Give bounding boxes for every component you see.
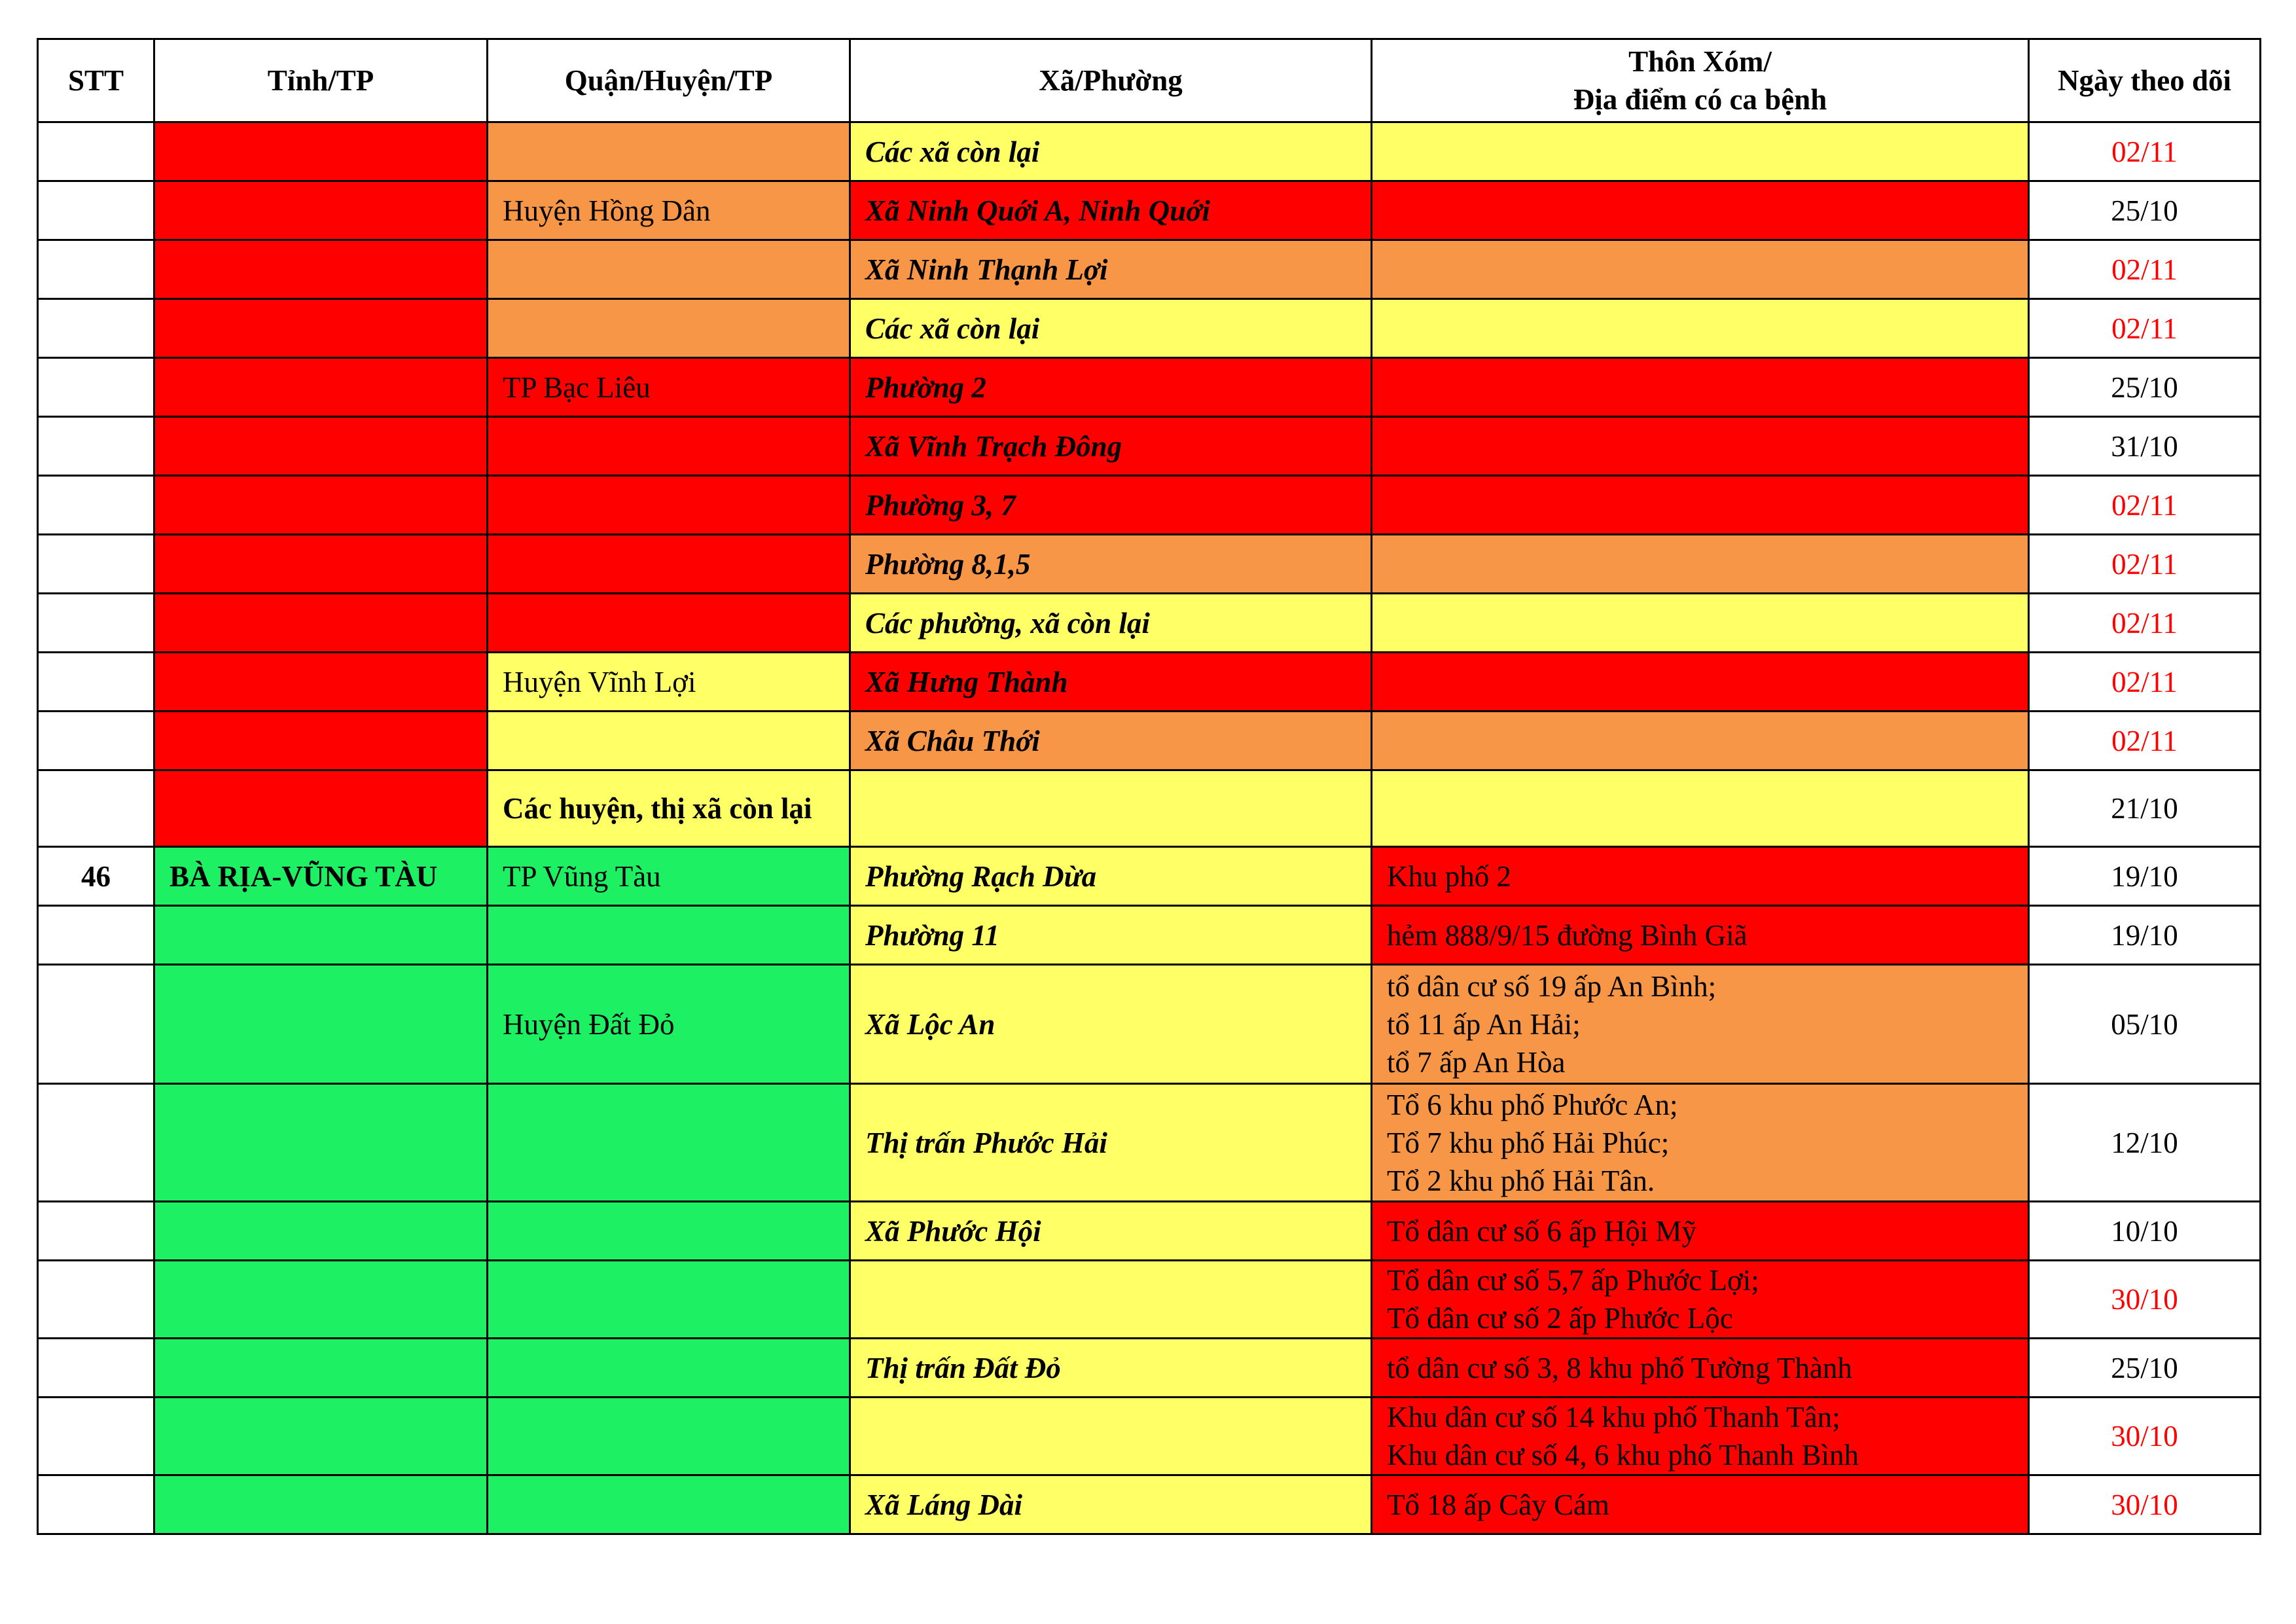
header-tinh: Tỉnh/TP — [154, 39, 488, 122]
header-thon: Thôn Xóm/ Địa điểm có ca bệnh — [1372, 39, 2029, 122]
date-cell: 21/10 — [2029, 770, 2261, 847]
table-row — [38, 1398, 2261, 1475]
location-cell — [1372, 181, 2029, 240]
date-cell: 30/10 — [2029, 1261, 2261, 1339]
stt-cell — [38, 770, 154, 847]
district-cell: Huyện Vĩnh Lợi — [488, 653, 850, 712]
date-cell: 19/10 — [2029, 906, 2261, 965]
stt-cell — [38, 653, 154, 712]
commune-cell: Xã Ninh Quới A, Ninh Quới — [850, 181, 1372, 240]
stt-cell: 46 — [38, 847, 154, 906]
date-cell: 02/11 — [2029, 476, 2261, 535]
district-cell — [488, 1339, 850, 1398]
location-line: tổ dân cư số 19 ấp An Bình; — [1387, 969, 1717, 1003]
province-cell — [154, 594, 488, 653]
district-cell: Huyện Hồng Dân — [488, 181, 850, 240]
location-cell — [1372, 1261, 2029, 1339]
province-cell — [154, 122, 488, 181]
province-cell: BÀ RỊA-VŨNG TÀU — [154, 847, 488, 906]
header-stt: STT — [38, 39, 154, 122]
commune-cell: Thị trấn Phước Hải — [850, 1084, 1372, 1202]
district-cell: TP Vũng Tàu — [488, 847, 850, 906]
table-row — [38, 122, 2261, 181]
date-cell: 25/10 — [2029, 1339, 2261, 1398]
province-cell — [154, 770, 488, 847]
location-line: Khu phố 2 — [1387, 859, 1511, 893]
table-row — [38, 965, 2261, 1084]
district-cell — [488, 712, 850, 770]
location-line: Khu dân cư số 14 khu phố Thanh Tân; — [1387, 1401, 1840, 1434]
location-cell — [1372, 1398, 2029, 1475]
table-row — [38, 770, 2261, 847]
location-line: hẻm 888/9/15 đường Bình Giã — [1387, 918, 1748, 952]
province-cell — [154, 299, 488, 358]
district-cell — [488, 1084, 850, 1202]
province-cell — [154, 1339, 488, 1398]
location-cell — [1372, 240, 2029, 299]
stt-cell — [38, 1261, 154, 1339]
stt-cell — [38, 1202, 154, 1261]
location-cell — [1372, 299, 2029, 358]
date-cell: 02/11 — [2029, 122, 2261, 181]
stt-cell — [38, 358, 154, 417]
table-row — [38, 535, 2261, 594]
stt-cell — [38, 122, 154, 181]
date-cell: 02/11 — [2029, 653, 2261, 712]
header-date: Ngày theo dõi — [2029, 39, 2261, 122]
location-line: tổ 11 ấp An Hải; — [1387, 1007, 1581, 1041]
commune-cell: Xã Châu Thới — [850, 712, 1372, 770]
district-cell — [488, 906, 850, 965]
commune-cell: Phường Rạch Dừa — [850, 847, 1372, 906]
province-cell — [154, 417, 488, 476]
header-huyen: Quận/Huyện/TP — [488, 39, 850, 122]
covid-zone-table — [37, 38, 2261, 1535]
location-cell — [1372, 594, 2029, 653]
district-cell: TP Bạc Liêu — [488, 358, 850, 417]
date-cell: 30/10 — [2029, 1475, 2261, 1534]
district-cell — [488, 1202, 850, 1261]
province-cell — [154, 712, 488, 770]
header-row — [38, 39, 2261, 122]
table-row — [38, 594, 2261, 653]
location-line: Tổ dân cư số 6 ấp Hội Mỹ — [1387, 1214, 1697, 1248]
district-cell — [488, 476, 850, 535]
location-line: Tổ 2 khu phố Hải Tân. — [1387, 1164, 1655, 1197]
district-cell: Huyện Đất Đỏ — [488, 965, 850, 1084]
location-cell — [1372, 1084, 2029, 1202]
date-cell: 30/10 — [2029, 1398, 2261, 1475]
commune-cell: Thị trấn Đất Đỏ — [850, 1339, 1372, 1398]
date-cell: 12/10 — [2029, 1084, 2261, 1202]
location-cell — [1372, 358, 2029, 417]
date-cell: 19/10 — [2029, 847, 2261, 906]
table-row — [38, 181, 2261, 240]
location-cell — [1372, 653, 2029, 712]
commune-cell: Các xã còn lại — [850, 122, 1372, 181]
district-cell — [488, 1398, 850, 1475]
header-xa: Xã/Phường — [850, 39, 1372, 122]
district-cell — [488, 299, 850, 358]
commune-cell: Các phường, xã còn lại — [850, 594, 1372, 653]
commune-cell: Xã Phước Hội — [850, 1202, 1372, 1261]
location-cell — [1372, 535, 2029, 594]
district-cell — [488, 594, 850, 653]
district-cell — [488, 535, 850, 594]
location-line: tổ dân cư số 3, 8 khu phố Tường Thành — [1387, 1351, 1852, 1384]
table-row — [38, 417, 2261, 476]
table-row — [38, 712, 2261, 770]
commune-cell — [850, 1398, 1372, 1475]
stt-cell — [38, 1398, 154, 1475]
location-line: Tổ dân cư số 5,7 ấp Phước Lợi; — [1387, 1264, 1759, 1297]
date-cell: 10/10 — [2029, 1202, 2261, 1261]
stt-cell — [38, 712, 154, 770]
province-cell — [154, 653, 488, 712]
location-cell — [1372, 965, 2029, 1084]
date-cell: 02/11 — [2029, 240, 2261, 299]
table-row — [38, 1261, 2261, 1339]
location-cell — [1372, 122, 2029, 181]
stt-cell — [38, 594, 154, 653]
date-cell: 02/11 — [2029, 535, 2261, 594]
location-cell — [1372, 417, 2029, 476]
province-cell — [154, 476, 488, 535]
date-cell: 25/10 — [2029, 181, 2261, 240]
commune-cell: Xã Lộc An — [850, 965, 1372, 1084]
location-cell — [1372, 712, 2029, 770]
location-cell — [1372, 847, 2029, 906]
location-cell — [1372, 1339, 2029, 1398]
table-row — [38, 906, 2261, 965]
date-cell: 25/10 — [2029, 358, 2261, 417]
province-cell — [154, 358, 488, 417]
table-row — [38, 653, 2261, 712]
province-cell — [154, 1084, 488, 1202]
stt-cell — [38, 535, 154, 594]
stt-cell — [38, 417, 154, 476]
province-cell — [154, 906, 488, 965]
location-line: Tổ 18 ấp Cây Cám — [1387, 1488, 1609, 1521]
location-cell — [1372, 476, 2029, 535]
province-cell — [154, 1475, 488, 1534]
table-row — [38, 1339, 2261, 1398]
date-cell: 02/11 — [2029, 594, 2261, 653]
commune-cell: Xã Vĩnh Trạch Đông — [850, 417, 1372, 476]
date-cell: 02/11 — [2029, 299, 2261, 358]
location-line: Tổ 6 khu phố Phước An; — [1387, 1088, 1678, 1121]
date-cell: 31/10 — [2029, 417, 2261, 476]
district-cell: Các huyện, thị xã còn lại — [488, 770, 850, 847]
table-row — [38, 476, 2261, 535]
stt-cell — [38, 299, 154, 358]
commune-cell: Các xã còn lại — [850, 299, 1372, 358]
commune-cell — [850, 1261, 1372, 1339]
province-cell — [154, 1261, 488, 1339]
stt-cell — [38, 906, 154, 965]
table-row — [38, 1084, 2261, 1202]
stt-cell — [38, 965, 154, 1084]
province-cell — [154, 965, 488, 1084]
location-line: Tổ 7 khu phố Hải Phúc; — [1387, 1126, 1670, 1159]
location-line: tổ 7 ấp An Hòa — [1387, 1045, 1566, 1079]
commune-cell: Phường 3, 7 — [850, 476, 1372, 535]
location-cell — [1372, 1202, 2029, 1261]
location-line: Khu dân cư số 4, 6 khu phố Thanh Bình — [1387, 1439, 1859, 1471]
location-cell — [1372, 906, 2029, 965]
location-cell — [1372, 770, 2029, 847]
stt-cell — [38, 1339, 154, 1398]
stt-cell — [38, 1475, 154, 1534]
commune-cell: Phường 8,1,5 — [850, 535, 1372, 594]
province-cell — [154, 1398, 488, 1475]
table-body — [38, 122, 2261, 1534]
table-row — [38, 240, 2261, 299]
province-cell — [154, 1202, 488, 1261]
province-cell — [154, 535, 488, 594]
stt-cell — [38, 476, 154, 535]
table-row — [38, 1202, 2261, 1261]
district-cell — [488, 1261, 850, 1339]
table-row — [38, 847, 2261, 906]
table-row — [38, 299, 2261, 358]
district-cell — [488, 240, 850, 299]
table-row — [38, 1475, 2261, 1534]
date-cell: 02/11 — [2029, 712, 2261, 770]
date-cell: 05/10 — [2029, 965, 2261, 1084]
stt-cell — [38, 1084, 154, 1202]
table-row — [38, 358, 2261, 417]
commune-cell: Phường 11 — [850, 906, 1372, 965]
district-cell — [488, 1475, 850, 1534]
stt-cell — [38, 181, 154, 240]
commune-cell: Xã Hưng Thành — [850, 653, 1372, 712]
district-cell — [488, 122, 850, 181]
province-cell — [154, 181, 488, 240]
location-line: Tổ dân cư số 2 ấp Phước Lộc — [1387, 1302, 1733, 1335]
commune-cell — [850, 770, 1372, 847]
district-cell — [488, 417, 850, 476]
province-cell — [154, 240, 488, 299]
commune-cell: Xã Ninh Thạnh Lợi — [850, 240, 1372, 299]
commune-cell: Xã Láng Dài — [850, 1475, 1372, 1534]
location-cell — [1372, 1475, 2029, 1534]
stt-cell — [38, 240, 154, 299]
commune-cell: Phường 2 — [850, 358, 1372, 417]
